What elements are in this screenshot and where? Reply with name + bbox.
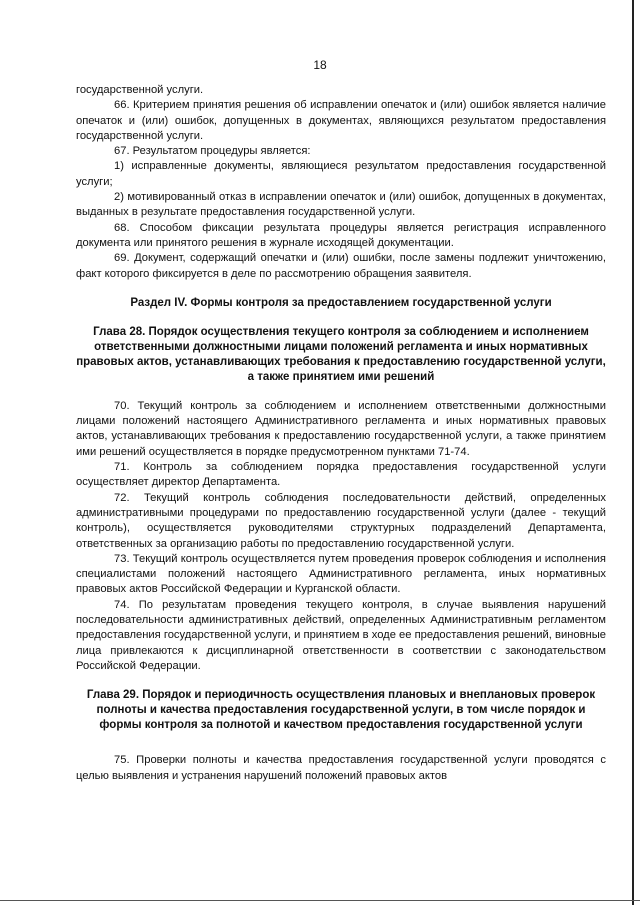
paragraphs-chapter-28 [76,399,606,674]
paragraph: 69. Документ, содержащий опечатки и (или) ошибки, после замены подлежит уничтожению, факт которого фиксируется в деле по рассмотрению обращения заявителя. [76,252,606,280]
paragraphs-top [76,83,606,282]
paragraph: 74. По результатам проведения текущего контроля, в случае выявления нарушений последовательности административных действий, определенных Административным регламентом предоставления государственной услуги, и принятием в ходе ее предоставления решений, виновные лица привлекаются к дисциплинарной ответственности в соответствии с законодательством Российской Федерации. [76,598,606,672]
paragraph: 72. Текущий контроль соблюдения последовательности действий, определенных административными процедурами по предоставлению государственной услуги (далее - текущий контроль), осуществляется руководителями структурных подразделений Департамента, ответственных за организацию работы по предоставлению государственной услуги. [76,491,606,550]
paragraphs-chapter-29 [76,753,606,784]
paragraph: 71. Контроль за соблюдением порядка предоставления государственной услуги осуществляет директор Департамента. [76,461,606,489]
paragraph: 70. Текущий контроль за соблюдением и исполнением ответственными должностными лицами положений настоящего Административного регламента и иных нормативных правовых актов, устанавливающих требования к предоставлению государственной услуги, а также принятием ими решений осуществляется в порядке предусмотренном пунктами 71-74. [76,399,606,458]
paragraph: 67. Результатом процедуры является: [114,145,311,158]
paragraph: 2) мотивированный отказ в исправлении опечаток и (или) ошибок, допущенных в документах, выданных в результате предоставления государственной услуги. [76,191,606,219]
paragraph: 75. Проверки полноты и качества предоставления государственной услуги проводятся с целью выявления и устранения нарушений положений правовых актов [76,754,606,782]
chapter-28-title: Глава 28. Порядок осуществления текущего контроля за соблюдением и исполнением ответственными должностными лицами положений регламента и иных нормативных правовых актов, устанавливающих требования к предоставлению государственной услуги, а также принятием ими решений [76,325,606,383]
paragraph: 66. Критерием принятия решения об исправлении опечаток и (или) ошибок является наличие опечаток и (или) ошибок, допущенных в документах, являющихся результатом предоставления государственной услуги. [76,99,606,142]
page-edge-right [632,0,634,905]
paragraph: государственной услуги. [76,84,204,96]
paragraph: 68. Способом фиксации результата процедуры является регистрация исправленного документа или принятого решения в журнале исходящей документации. [76,221,606,249]
paragraph: 73. Текущий контроль осуществляется путем проведения проверок соблюдения и исполнения специалистами положений настоящего Административного регламента, иных нормативных правовых актов Российской Федерации и Курганской области. [76,552,606,596]
page-number: 18 [313,58,327,72]
paragraph: 1) исправленные документы, являющиеся результатом предоставления государственной услуги; [76,160,606,188]
document-body [76,83,606,784]
section-title: Раздел IV. Формы контроля за предоставлением государственной услуги [130,296,552,309]
page-edge-bottom [0,900,640,901]
chapter-29-title: Глава 29. Порядок и периодичность осуществления плановых и внеплановых проверок полноты и качества предоставления государственной услуги, в том числе порядок и формы контроля за полнотой и качеством предоставления государственной услуги [86,689,596,732]
